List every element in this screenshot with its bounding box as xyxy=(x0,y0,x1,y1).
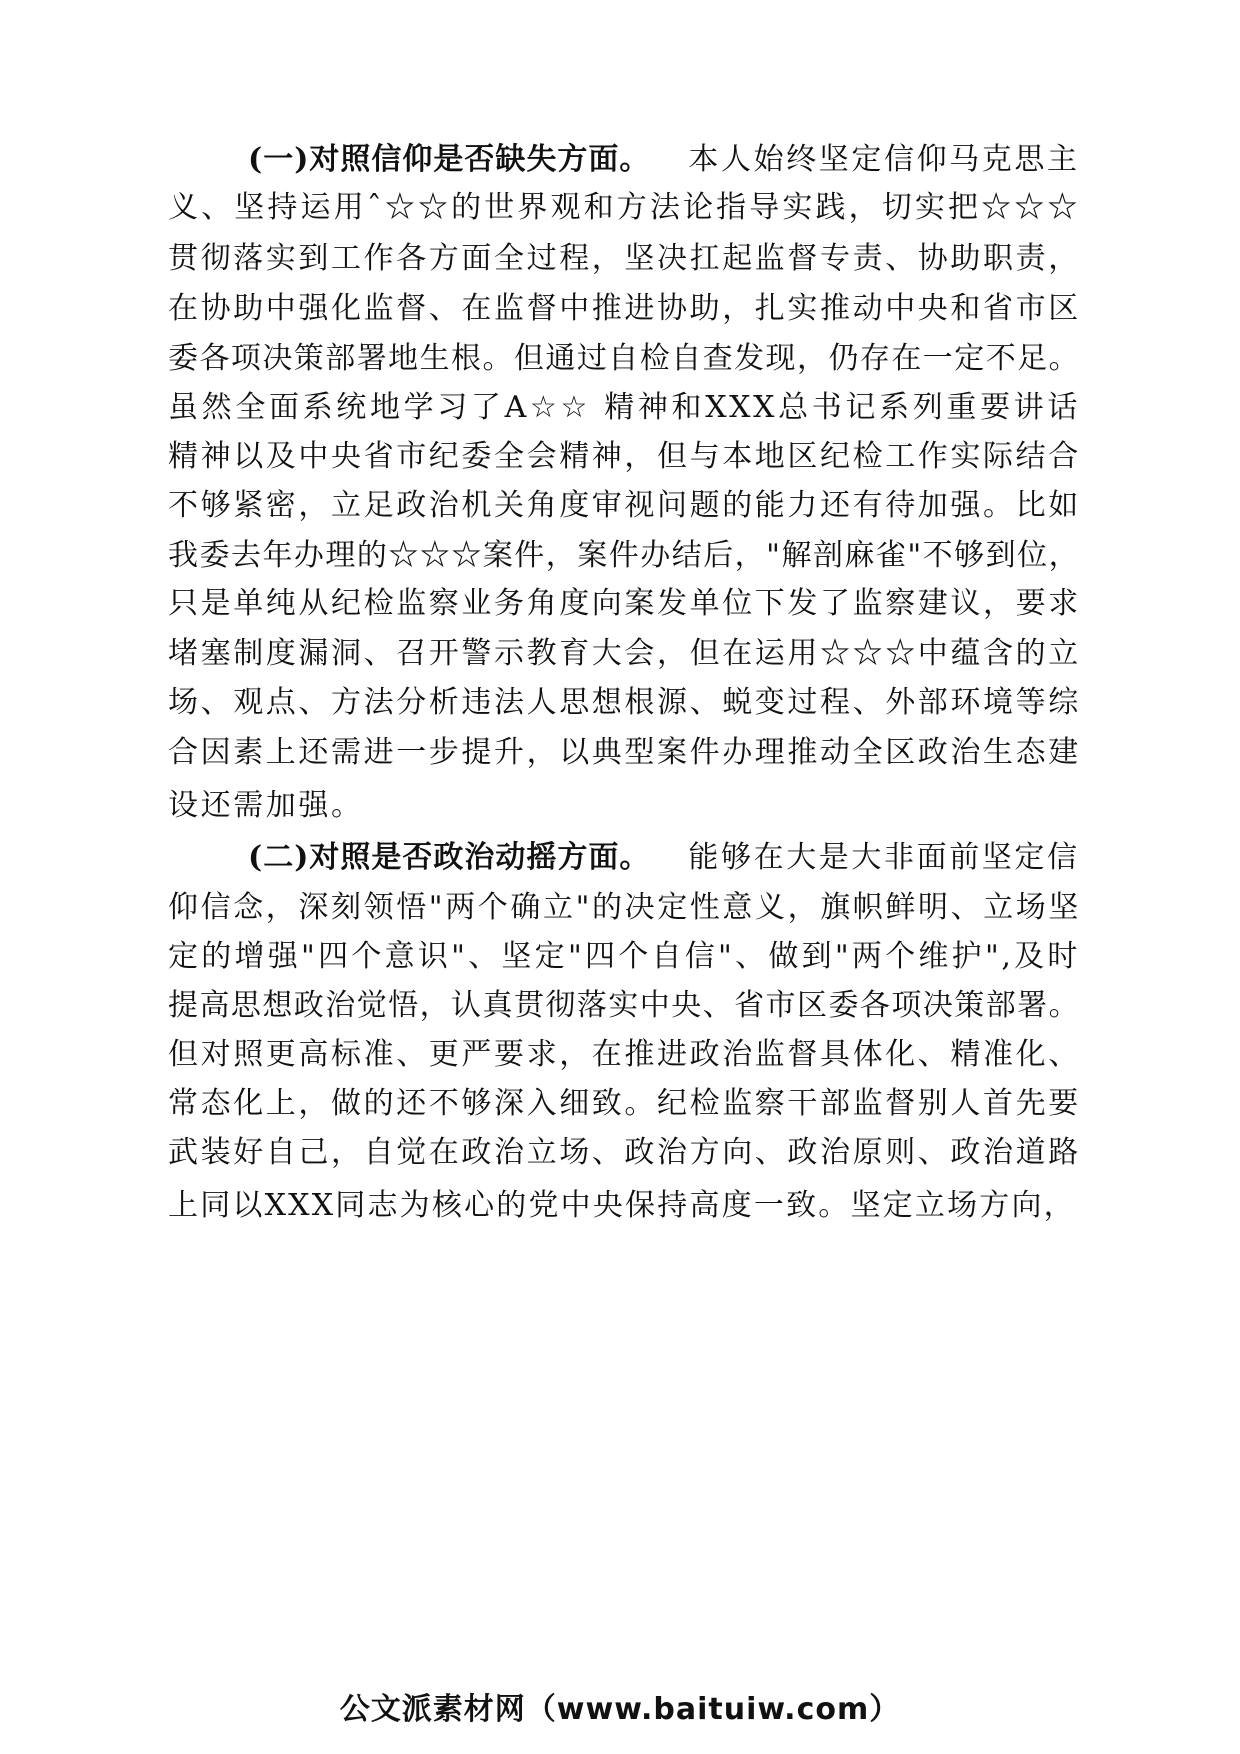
paragraph-1-line-4: 在协助中强化监督、在监督中推进协助，扎实推动中央和省市区 xyxy=(168,291,1081,326)
paragraph-1-line-2: 义、坚持运用ˆ☆☆的世界观和方法论指导实践，切实把☆☆☆ xyxy=(168,190,1080,225)
paragraph-2-line-4: 提高思想政治觉悟，认真贯彻落实中央、省市区委各项决策部署。 xyxy=(168,988,1080,1023)
section-heading-1: (一)对照信仰是否缺失方面。 xyxy=(248,142,651,177)
paragraph-2-line-7: 武装好自己，自觉在政治立场、政治方向、政治原则、政治道路 xyxy=(168,1135,1081,1170)
paragraph-1-line-12: 场、观点、方法分析违法人思想根源、蜕变过程、外部环境等综 xyxy=(168,685,1081,720)
paragraph-2-line-6: 常态化上，做的还不够深入细致。纪检监察干部监督别人首先要 xyxy=(168,1086,1081,1121)
paragraph-1-line-9: 我委去年办理的☆☆☆案件，案件办结后，"解剖麻雀"不够到位， xyxy=(168,538,1080,573)
footer-source: 公文派素材网（www.baituiw.com） xyxy=(339,1692,901,1727)
paragraph-2-line-5: 但对照更高标准、更严要求，在推进政治监督具体化、精准化、 xyxy=(168,1037,1081,1072)
paragraph-1-line-11: 堵塞制度漏洞、召开警示教育大会，但在运用☆☆☆中蕴含的立 xyxy=(168,636,1081,671)
paragraph-1-line-6: 虽然全面系统地学习了A☆☆ 精神和XXX总书记系列重要讲话 xyxy=(168,390,1080,425)
paragraph-2-line-2: 仰信念，深刻领悟"两个确立"的决定性意义，旗帜鲜明、立场坚 xyxy=(168,890,1081,925)
paragraph-1-line-5: 委各项决策部署地生根。但通过自检自查发现，仍存在一定不足。 xyxy=(168,341,1080,376)
paragraph-2-line-8: 上同以XXX同志为核心的党中央保持高度一致。坚定立场方向， xyxy=(168,1188,1076,1223)
paragraph-1-line-8: 不够紧密，立足政治机关角度审视问题的能力还有待加强。比如 xyxy=(168,488,1081,523)
section-heading-2: (二)对照是否政治动摇方面。 xyxy=(248,840,651,875)
paragraph-1-text: 本人始终坚定信仰马克思主 xyxy=(688,142,1080,177)
paragraph-1-line-1 xyxy=(248,140,1080,180)
paragraph-2-line-1 xyxy=(248,838,1080,878)
paragraph-1-line-7: 精神以及中央省市纪委全会精神，但与本地区纪检工作实际结合 xyxy=(168,439,1081,474)
paragraph-2-line-3: 定的增强"四个意识"、坚定"四个自信"、做到"两个维护",及时 xyxy=(168,939,1080,974)
paragraph-1-line-13: 合因素上还需进一步提升，以典型案件办理推动全区政治生态建 xyxy=(168,735,1081,770)
paragraph-1-line-3: 贯彻落实到工作各方面全过程，坚决扛起监督专责、协助职责， xyxy=(168,241,1081,276)
paragraph-2-text: 能够在大是大非面前坚定信 xyxy=(688,840,1080,875)
paragraph-1-line-10: 只是单纯从纪检监察业务角度向案发单位下发了监察建议，要求 xyxy=(168,586,1081,621)
paragraph-1-line-14: 设还需加强。 xyxy=(168,788,364,823)
